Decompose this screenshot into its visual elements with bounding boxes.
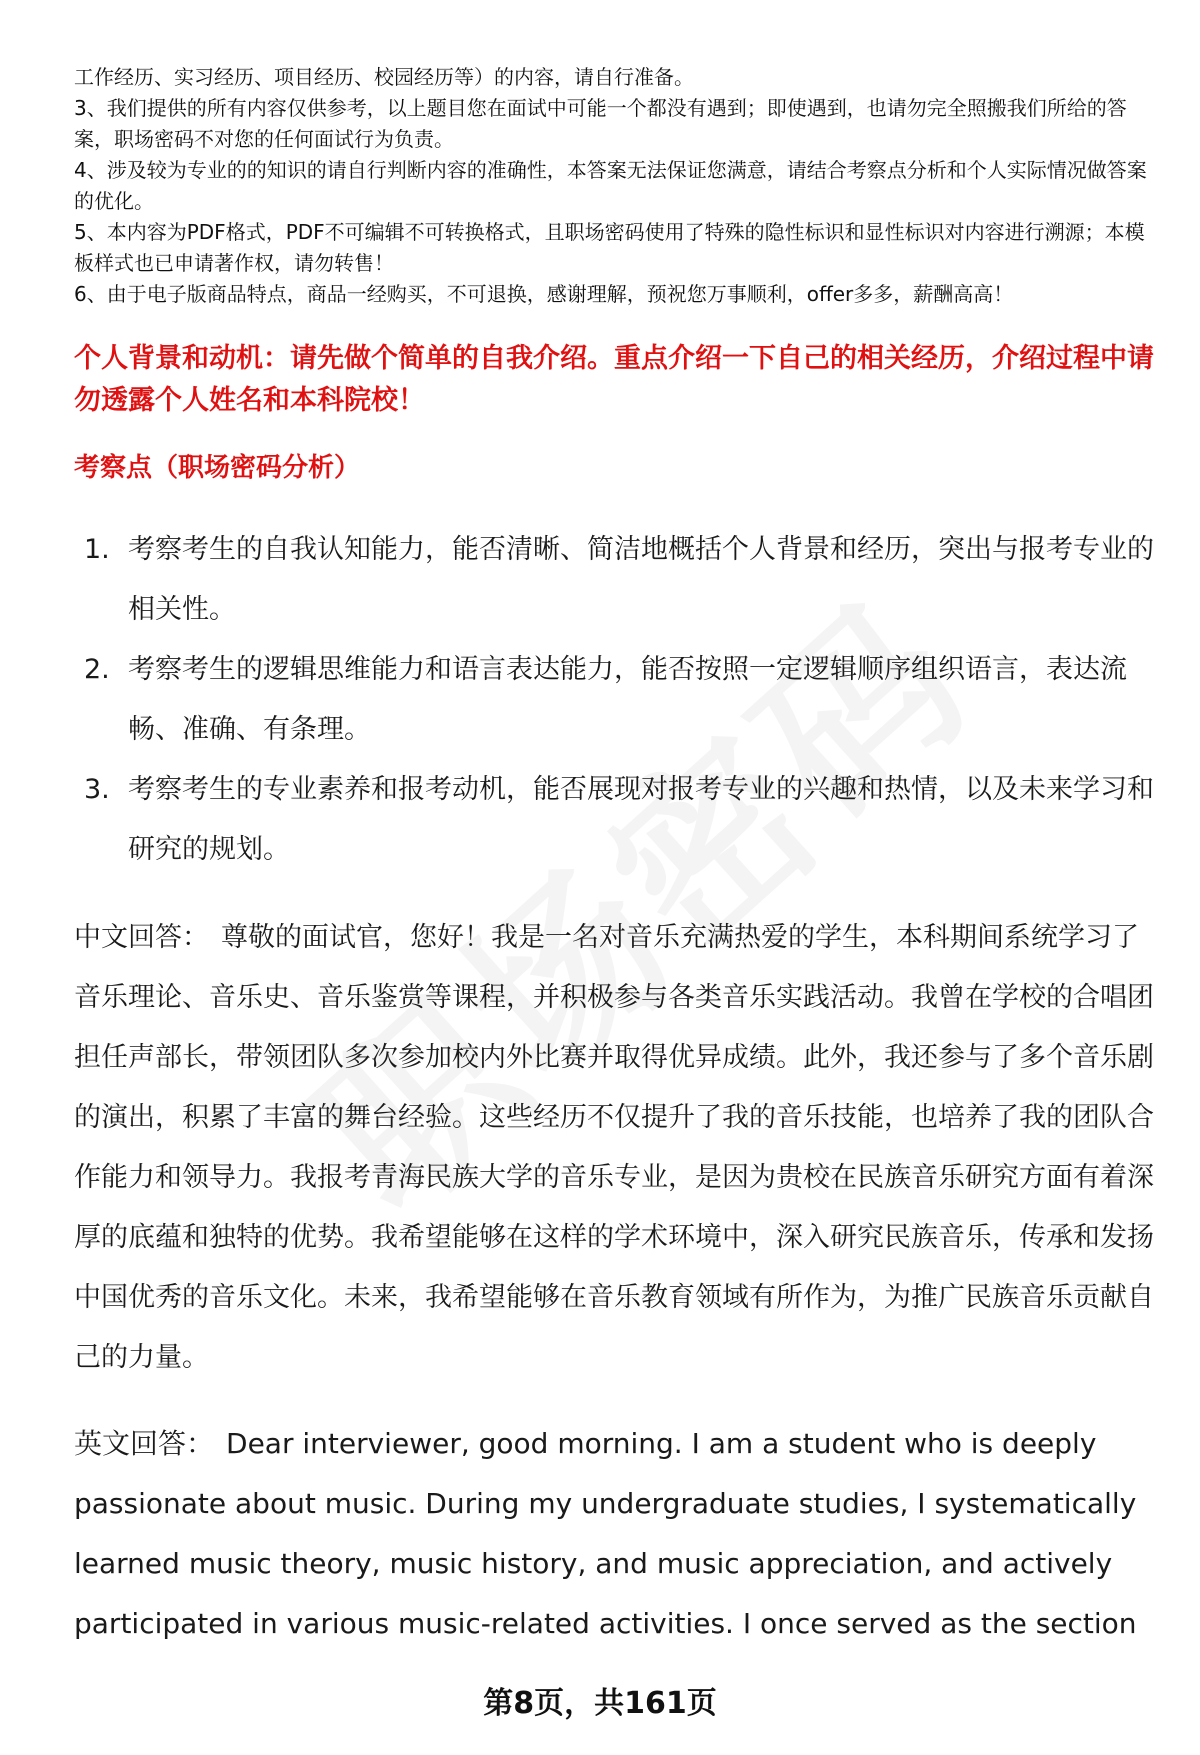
list-item-number: 1. <box>84 534 110 565</box>
chinese-answer <box>74 908 1160 1388</box>
notice-item: 3、我们提供的所有内容仅供参考，以上题目您在面试中可能一个都没有遇到；即使遇到，也请勿完全照搬我们所给的答案，职场密码不对您的任何面试行为负责。 <box>74 96 1127 151</box>
list-item-text: 考察考生的自我认知能力，能否清晰、简洁地概括个人背景和经历，突出与报考专业的相关性。 <box>128 534 1154 625</box>
english-answer <box>74 1414 1160 1654</box>
assessment-points-list <box>84 520 1160 880</box>
notice-item: 工作经历、实习经历、项目经历、校园经历等）的内容，请自行准备。 <box>74 65 694 89</box>
english-answer-label: 英文回答： <box>74 1427 215 1460</box>
points-title: 考察点（职场密码分析） <box>74 453 361 483</box>
list-item-number: 2. <box>84 654 110 685</box>
english-answer-text: Dear interviewer, good morning. I am a student who is deeply passionate about music. During my undergraduate studies, I systematically learned music theory, music history, and music appreciation, and actively participated in various music-related activities. I once served as the section <box>74 1427 1137 1640</box>
chinese-answer-text: 尊敬的面试官，您好！我是一名对音乐充满热爱的学生，本科期间系统学习了音乐理论、音乐史、音乐鉴赏等课程，并积极参与各类音乐实践活动。我曾在学校的合唱团担任声部长，带领团队多次参加校内外比赛并取得优异成绩。此外，我还参与了多个音乐剧的演出，积累了丰富的舞台经验。这些经历不仅提升了我的音乐技能，也培养了我的团队合作能力和领导力。我报考青海民族大学的音乐专业，是因为贵校在民族音乐研究方面有着深厚的底蕴和独特的优势。我希望能够在这样的学术环境中，深入研究民族音乐，传承和发扬中国优秀的音乐文化。未来，我希望能够在音乐教育领域有所作为，为推广民族音乐贡献自己的力量。 <box>74 922 1154 1373</box>
list-item-text: 考察考生的逻辑思维能力和语言表达能力，能否按照一定逻辑顺序组织语言，表达流畅、准确、有条理。 <box>128 654 1127 745</box>
list-item-text: 考察考生的专业素养和报考动机，能否展现对报考专业的兴趣和热情，以及未来学习和研究的规划。 <box>128 774 1154 865</box>
list-item <box>84 640 1160 760</box>
notice-item: 6、由于电子版商品特点，商品一经购买，不可退换，感谢理解，预祝您万事顺利，offer多多，薪酬高高！ <box>74 282 1014 306</box>
question-heading: 个人背景和动机：请先做个简单的自我介绍。重点介绍一下自己的相关经历，介绍过程中请勿透露个人姓名和本科院校！ <box>74 343 1154 416</box>
list-item <box>84 760 1160 880</box>
notice-item: 4、涉及较为专业的的知识的请自行判断内容的准确性，本答案无法保证您满意，请结合考察点分析和个人实际情况做答案的优化。 <box>74 158 1147 213</box>
list-item-number: 3. <box>84 774 110 805</box>
chinese-answer-label: 中文回答： <box>74 922 209 953</box>
page-number: 第8页，共161页 <box>483 1686 717 1721</box>
notice-list <box>74 62 1160 310</box>
list-item <box>84 520 1160 640</box>
notice-item: 5、本内容为PDF格式，PDF不可编辑不可转换格式，且职场密码使用了特殊的隐性标识和显性标识对内容进行溯源；本模板样式也已申请著作权，请勿转售！ <box>74 220 1145 275</box>
